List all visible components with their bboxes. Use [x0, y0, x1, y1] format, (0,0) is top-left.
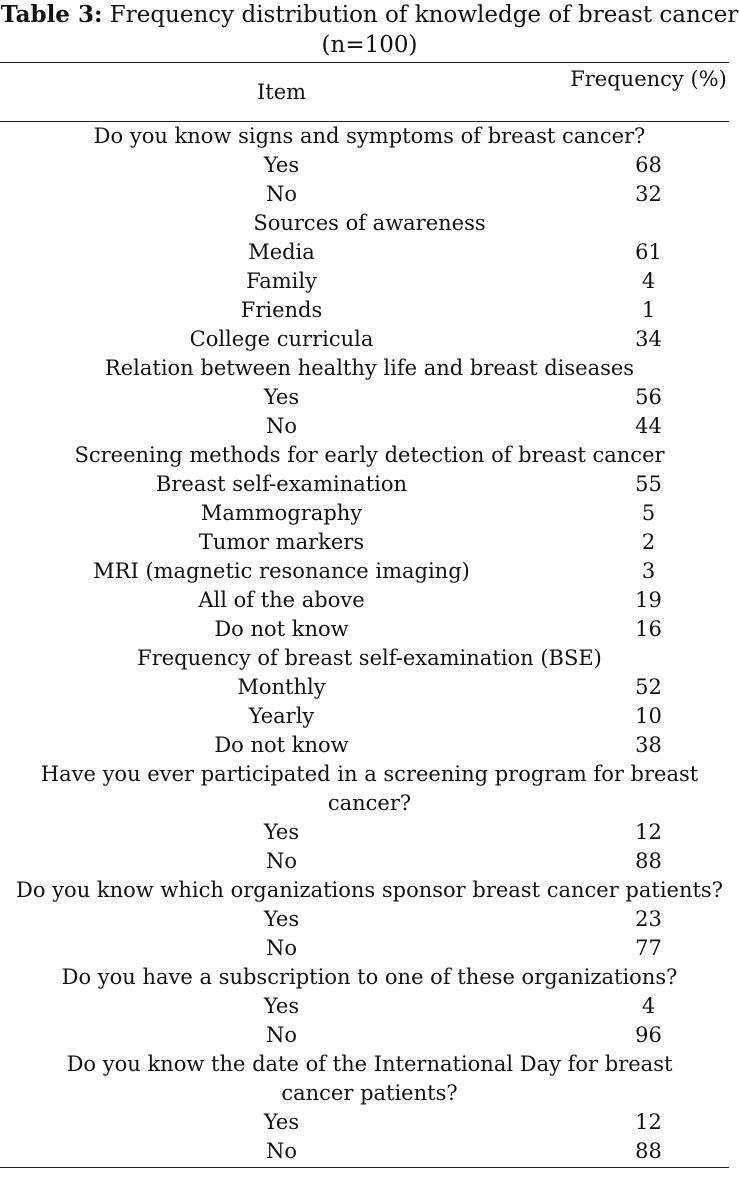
row-label: Family: [246, 269, 317, 293]
row-frequency: 16: [635, 617, 662, 641]
row-label: Yes: [263, 1110, 300, 1134]
row-label: Do not know: [214, 617, 349, 641]
row-label: Yes: [263, 994, 300, 1018]
table-row: [0, 528, 739, 557]
row-label: No: [265, 1139, 298, 1163]
row-label: Do not know: [214, 733, 349, 757]
table-row: [0, 499, 739, 528]
row-frequency: 10: [635, 704, 662, 728]
section-question: [0, 644, 739, 673]
table-row: [0, 731, 739, 760]
table-body: [0, 122, 739, 1166]
row-label: No: [265, 849, 298, 873]
table-row: [0, 325, 739, 354]
section-question-text: Sources of awareness: [253, 211, 486, 235]
table-row: [0, 702, 739, 731]
table-row: [0, 1137, 739, 1166]
section-question: [0, 1050, 739, 1108]
table-row: [0, 1108, 739, 1137]
row-label: Yes: [263, 907, 300, 931]
table-row: [0, 615, 739, 644]
row-frequency: 56: [635, 385, 662, 409]
table-row: [0, 412, 739, 441]
row-frequency: 12: [635, 1110, 662, 1134]
section-question: [0, 760, 739, 818]
row-label: College curricula: [189, 327, 374, 351]
row-frequency: 52: [635, 675, 662, 699]
section-question: [0, 209, 739, 238]
table-row: [0, 818, 739, 847]
table-row: [0, 296, 739, 325]
section-question: [0, 441, 739, 470]
row-label: No: [265, 414, 298, 438]
table-row: [0, 383, 739, 412]
bottom-rule: [0, 1167, 729, 1168]
row-label: No: [265, 182, 298, 206]
table-row: [0, 992, 739, 1021]
row-frequency: 61: [635, 240, 662, 264]
row-frequency: 12: [635, 820, 662, 844]
row-frequency: 88: [635, 1139, 662, 1163]
section-question-text: Relation between healthy life and breast diseases: [104, 356, 635, 380]
row-frequency: 5: [641, 501, 656, 525]
row-frequency: 55: [635, 472, 662, 496]
row-frequency: 44: [635, 414, 662, 438]
row-label: MRI (magnetic resonance imaging): [93, 559, 470, 583]
section-question-text: Do you have a subscription to one of these organizations?: [61, 965, 678, 989]
row-label: Friends: [240, 298, 323, 322]
table-caption-text: Frequency distribution of knowledge of breast cancer (n=100): [109, 2, 739, 58]
header-item: Item: [256, 80, 307, 104]
table-row: [0, 847, 739, 876]
row-label: No: [265, 1023, 298, 1047]
row-frequency: 32: [635, 182, 662, 206]
table-row: [0, 267, 739, 296]
row-frequency: 68: [635, 153, 662, 177]
row-label: No: [265, 936, 298, 960]
row-frequency: 2: [641, 530, 656, 554]
table-row: [0, 934, 739, 963]
row-label: Media: [248, 240, 315, 264]
section-question-text: Have you ever participated in a screening program for breast cancer?: [40, 762, 699, 815]
table-row: [0, 470, 739, 499]
row-frequency: 1: [641, 298, 656, 322]
row-label: Breast self-examination: [155, 472, 408, 496]
section-question: [0, 963, 739, 992]
table-row: [0, 673, 739, 702]
row-frequency: 38: [635, 733, 662, 757]
table-row: [0, 238, 739, 267]
section-question: [0, 876, 739, 905]
row-frequency: 4: [641, 994, 656, 1018]
row-label: Monthly: [237, 675, 326, 699]
row-frequency: 77: [635, 936, 662, 960]
table-caption-label: Table 3:: [0, 1, 103, 28]
table-caption: [0, 0, 739, 60]
section-question-text: Screening methods for early detection of breast cancer: [74, 443, 665, 467]
table-row: [0, 1021, 739, 1050]
header-frequency: Frequency (%): [570, 67, 727, 91]
row-frequency: 19: [635, 588, 662, 612]
row-frequency: 88: [635, 849, 662, 873]
table-row: [0, 557, 739, 586]
table-row: [0, 586, 739, 615]
row-label: All of the above: [198, 588, 365, 612]
row-frequency: 96: [635, 1023, 662, 1047]
row-label: Yes: [263, 385, 300, 409]
row-frequency: 3: [641, 559, 656, 583]
row-label: Yes: [263, 153, 300, 177]
table-row: [0, 151, 739, 180]
row-frequency: 4: [641, 269, 656, 293]
section-question-text: Frequency of breast self-examination (BSE): [137, 646, 602, 670]
table-header: [0, 63, 729, 121]
table-row: [0, 905, 739, 934]
row-label: Mammography: [200, 501, 363, 525]
table-row: [0, 180, 739, 209]
row-frequency: 23: [635, 907, 662, 931]
section-question-text: Do you know the date of the International Day for breast cancer patients?: [66, 1052, 673, 1105]
row-label: Yearly: [248, 704, 315, 728]
row-label: Yes: [263, 820, 300, 844]
section-question-text: Do you know signs and symptoms of breast cancer?: [93, 124, 646, 148]
section-question: [0, 354, 739, 383]
section-question-text: Do you know which organizations sponsor breast cancer patients?: [16, 878, 723, 902]
row-label: Tumor markers: [198, 530, 365, 554]
section-question: [0, 122, 739, 151]
row-frequency: 34: [635, 327, 662, 351]
